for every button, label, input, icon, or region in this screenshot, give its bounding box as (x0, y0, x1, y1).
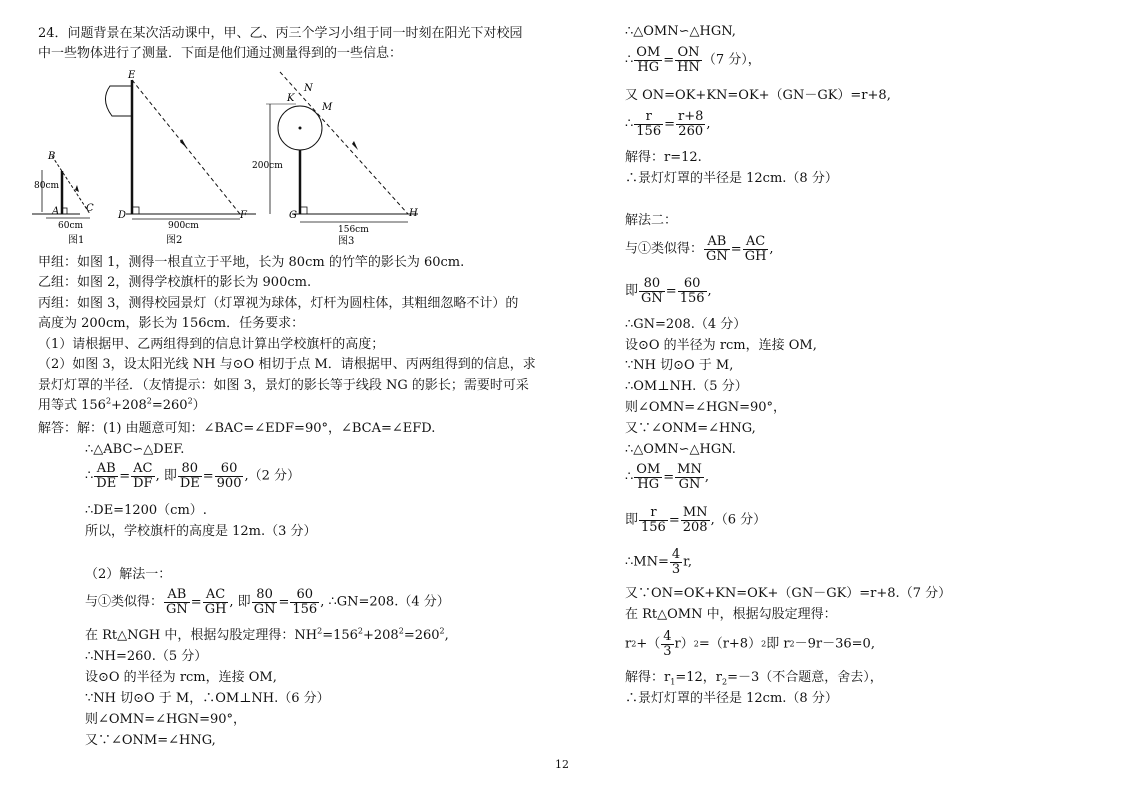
fig2-width: 900cm (168, 221, 199, 231)
method-2-ratio-3: ∴ $\frac{OM}{HG}$ = $\frac{MN}{GN}$ , (625, 462, 709, 492)
answer-similar: ∴△ABC∽△DEF. (85, 442, 185, 457)
fig3-height: 200cm (252, 161, 283, 171)
fig2-caption: 图2 (166, 235, 183, 246)
method-2-ratio-2: 即 $\frac{80}{GN}$ = $\frac{60}{156}$ , (625, 276, 712, 306)
method-2-pythagoras-intro: 在 Rt△OMN 中，根据勾股定理得： (625, 607, 837, 622)
group-b-info: 乙组：如图 2，测得学校旗杆的影长为 900cm. (38, 275, 312, 290)
group-c-info-2: 高度为 200cm，影长为 156cm．任务要求： (38, 316, 305, 331)
right-similar: ∴△OMN∽△HGN, (625, 24, 736, 39)
method-1-radius: 设⊙O 的半径为 rcm，连接 OM, (85, 670, 277, 685)
fig3-label-H: H (409, 208, 418, 219)
method-2-angle-2: 又∵∠ONM=∠HNG, (625, 421, 756, 436)
fig3-label-G: G (289, 210, 297, 221)
fig2-label-F: F (240, 210, 247, 221)
right-conclusion: ∴景灯灯罩的半径是 12cm.（8 分） (625, 171, 838, 186)
method-2-ratio: 与①类似得： $\frac{AB}{GN}$ = $\frac{AC}{GH}$ , (625, 234, 774, 264)
method-2-gn: ∴GN=208.（4 分） (625, 317, 747, 332)
fig3-width: 156cm (338, 225, 369, 235)
right-on: 又 ON=OK+KN=OK+（GN－GK）=r+8, (625, 88, 891, 103)
method-2-similar: ∴△OMN∽△HGN. (625, 442, 736, 457)
task-2-line-3: 用等式 $156^2+208^2=260^2$） (38, 396, 206, 413)
task-2-line-2: 景灯灯罩的半径．（友情提示：如图 3，景灯的影长等于线段 NG 的影长；需要时可采 (38, 378, 529, 393)
figure-3 (252, 72, 418, 247)
fig1-label-C: C (86, 203, 94, 214)
method-1-angle: 则∠OMN=∠HGN=90°， (85, 712, 247, 727)
right-ratio-2: ∴ $\frac{r}{156}$ = $\frac{r+8}{260}$ , (625, 109, 711, 139)
fig3-label-N: N (304, 83, 313, 94)
method-2-radius: 设⊙O 的半径为 rcm，连接 OM, (625, 338, 817, 353)
figures-diagram (30, 68, 430, 248)
right-ratio-1: ∴ $\frac{OM}{HG}$ = $\frac{ON}{HN}$ （7 分）， (625, 45, 761, 75)
fig1-caption: 图1 (68, 235, 85, 246)
fig1-width: 60cm (58, 221, 84, 231)
method-2-equation: r2+（ $\frac{4}{3}$ r）2=（r+8）2即 r2－9r－36=0, (625, 629, 875, 659)
method-2-title: 解法二： (625, 213, 678, 228)
fig2-label-E: E (128, 70, 136, 81)
answer-ratio: ∴ $\frac{AB}{DE}$ = $\frac{AC}{DF}$ , 即 $\frac{80}{DE}$ = $\frac{60}{900}$ ,（2 分） (85, 461, 301, 491)
method-2-perp: ∴OM⊥NH.（5 分） (625, 379, 748, 394)
task-1: （1）请根据甲、乙两组得到的信息计算出学校旗杆的高度； (38, 337, 385, 352)
figure-1 (32, 151, 94, 246)
method-1-nh: ∴NH=260.（5 分） (85, 649, 208, 664)
method-2-roots: 解得：$r_1=12$，$r_2=-3$（不合题意，舍去）， (625, 670, 883, 687)
fig2-label-D: D (118, 210, 127, 221)
answer-intro: 解答：解：(1) 由题意可知：∠BAC=∠EDF=90°，∠BCA=∠EFD. (38, 421, 436, 436)
page-number: 12 (555, 758, 569, 771)
method-1-tangent: ∵NH 切⊙O 于 M，∴OM⊥NH.（6 分） (85, 691, 330, 706)
fig3-caption: 图3 (338, 236, 355, 247)
group-c-info: 丙组：如图 3，测得校园景灯（灯罩视为球体，灯杆为圆柱体，其粗细忽略不计）的 (38, 296, 519, 311)
fig3-label-M: M (322, 102, 333, 113)
figure-2 (105, 70, 256, 246)
fig3-label-K: K (287, 93, 295, 104)
fig1-label-B: B (48, 151, 56, 162)
method-2-conclusion: ∴景灯灯罩的半径是 12cm.（8 分） (625, 691, 838, 706)
method-1-ratio: 与①类似得： $\frac{AB}{GN}$ = $\frac{AC}{GH}$ , 即 $\frac{80}{GN}$ = $\frac{60}{156}$ , ∴GN=208.（4 分） (85, 587, 450, 617)
answer-de: ∴DE=1200（cm）. (85, 503, 207, 518)
fig1-height: 80cm (34, 181, 60, 191)
task-2: （2）如图 3，设太阳光线 NH 与⊙O 相切于点 M．请根据甲、丙两组得到的信息，求 (38, 357, 536, 372)
answer-height: 所以，学校旗杆的高度是 12m.（3 分） (85, 524, 317, 539)
method-1-angle-2: 又∵∠ONM=∠HNG, (85, 733, 216, 748)
problem-line-1: 24．问题背景在某次活动课中，甲、乙、丙三个学习小组于同一时刻在阳光下对校园 (38, 26, 523, 41)
right-solve: 解得：r=12. (625, 150, 702, 165)
method-2-on: 又∵ON=OK+KN=OK+（GN－GK）=r+8.（7 分） (625, 586, 952, 601)
problem-line-2: 中一些物体进行了测量．下面是他们通过测量得到的一些信息： (38, 46, 403, 61)
fig1-label-A: A (52, 206, 60, 217)
method-2-mn: ∴MN= $\frac{4}{3}$ r, (625, 547, 693, 577)
method-1-pythagoras: 在 Rt△NGH 中，根据勾股定理得：$NH^2=156^2+208^2=260^2$, (85, 626, 449, 643)
method-1-title: （2）解法一： (85, 567, 172, 582)
group-a-info: 甲组：如图 1，测得一根直立于平地，长为 80cm 的竹竿的影长为 60cm. (38, 255, 465, 270)
method-2-ratio-4: 即 $\frac{r}{156}$ = $\frac{MN}{208}$ ,（6 分） (625, 505, 767, 535)
method-2-angle: 则∠OMN=∠HGN=90°， (625, 400, 787, 415)
method-2-tangent: ∵NH 切⊙O 于 M, (625, 358, 734, 373)
